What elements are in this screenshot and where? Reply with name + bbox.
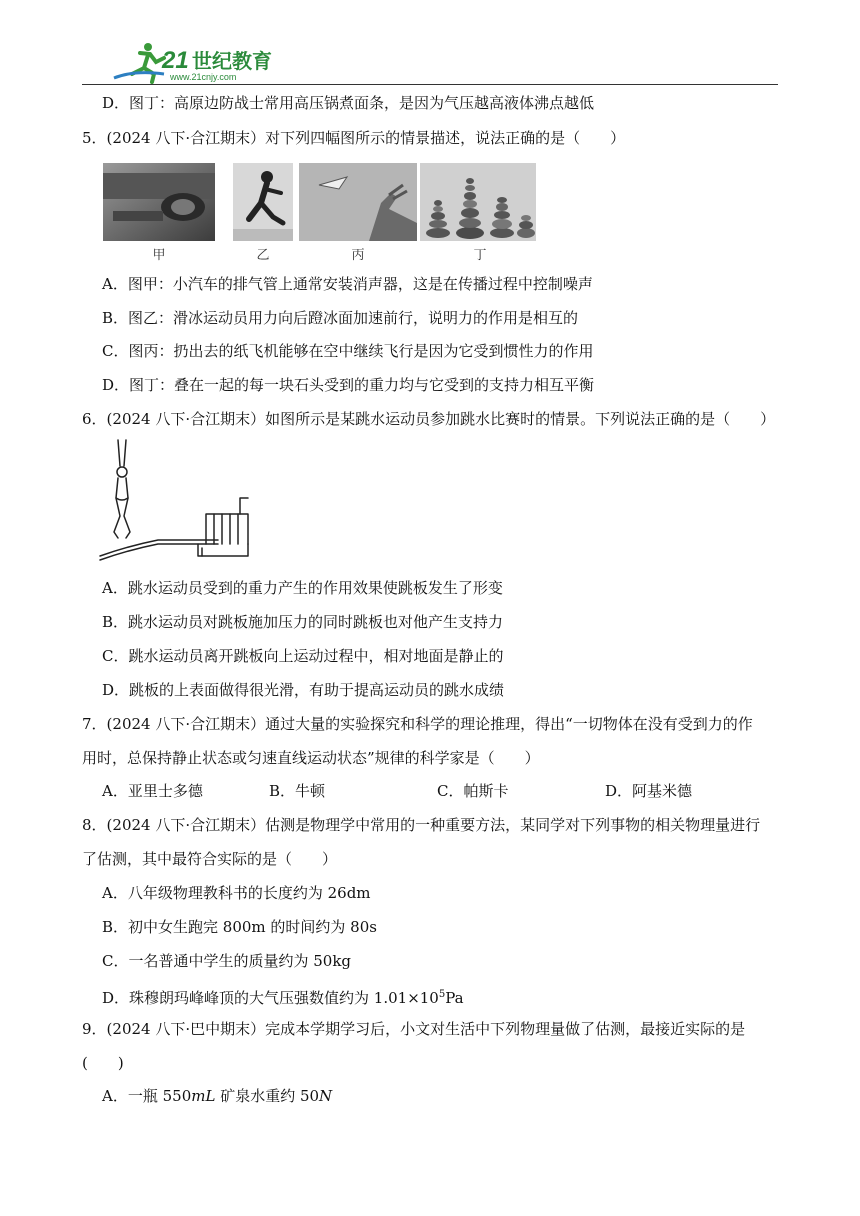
q5-option-a: A．图甲：小汽车的排气管上通常安装消声器，这是在传播过程中控制噪声	[102, 275, 593, 293]
q7-option-a: A．亚里士多德	[102, 782, 203, 800]
q7-stem-line2: 用时，总保持静止状态或匀速直线运动状态”规律的科学家是（ ）	[82, 749, 540, 767]
q9-stem-line1: 9．(2024 八下·巴中期末）完成本学期学习后，小文对生活中下列物理量做了估测，最接近实际的是	[82, 1020, 746, 1038]
q8-option-d-unit: Pa	[445, 989, 464, 1007]
photo-ding-stacked-stones	[420, 163, 536, 241]
q5-option-c: C．图丙：扔出去的纸飞机能够在空中继续飞行是因为它受到惯性力的作用	[102, 342, 594, 360]
caption-bing: 丙	[351, 248, 365, 263]
q5-option-d: D．图丁：叠在一起的每一块石头受到的重力均与它受到的支持力相互平衡	[102, 376, 595, 394]
photo-yi-speed-skater	[233, 163, 293, 241]
page-header	[0, 0, 860, 90]
q6-option-b: B．跳水运动员对跳板施加压力的同时跳板也对他产生支持力	[102, 613, 504, 631]
q8-option-c: C．一名普通中学生的质量约为 50kg	[102, 952, 352, 970]
q6-option-c: C．跳水运动员离开跳板向上运动过程中，相对地面是静止的	[102, 647, 504, 665]
q8-stem-line1: 8．(2024 八下·合江期末）估测是物理学中常用的一种重要方法，某同学对下列事物的相关物理量进行	[82, 816, 761, 834]
q4-option-d: D．图丁：高原边防战士常用高压锅煮面条，是因为气压越高液体沸点越低	[102, 94, 595, 112]
logo-21cnjy	[104, 40, 284, 84]
caption-yi: 乙	[256, 248, 270, 263]
q6-stem: 6．(2024 八下·合江期末）如图所示是某跳水运动员参加跳水比赛时的情景。下列说法正确的是（ ）	[82, 410, 776, 428]
q8-option-d-exponent: 5	[438, 989, 446, 1000]
caption-ding: 丁	[473, 248, 487, 263]
q9-option-a	[102, 1086, 332, 1106]
q6-option-d: D．跳板的上表面做得很光滑，有助于提高运动员的跳水成绩	[102, 681, 505, 699]
q9-option-a-unit-ml: mL	[191, 1087, 216, 1105]
q9-option-a-mid: 矿泉水重约 50	[215, 1087, 320, 1105]
q5-option-b: B．图乙：滑冰运动员用力向后蹬冰面加速前行，说明力的作用是相互的	[102, 309, 579, 327]
svg-text:21: 21	[162, 47, 189, 74]
photo-bing-paper-plane	[299, 163, 417, 241]
q8-option-b: B．初中女生跑完 800m 的时间约为 80s	[102, 918, 377, 936]
q7-option-d: D．阿基米德	[605, 782, 693, 800]
q9-option-a-unit-n: N	[319, 1087, 333, 1105]
q7-option-c: C．帕斯卡	[437, 782, 509, 800]
q8-option-d-text: D．珠穆朗玛峰峰顶的大气压强数值约为 1.01×10	[102, 989, 439, 1007]
q8-option-a: A．八年级物理教科书的长度约为 26dm	[102, 884, 371, 902]
q5-stem: 5．(2024 八下·合江期末）对下列四幅图所示的情景描述，说法正确的是（ ）	[82, 129, 626, 147]
photo-jia-car-exhaust	[103, 163, 215, 241]
q6-option-a: A．跳水运动员受到的重力产生的作用效果使跳板发生了形变	[102, 579, 503, 597]
q8-option-d	[102, 985, 464, 1008]
header-divider	[82, 84, 778, 85]
q9-option-a-text: A．一瓶 550	[102, 1087, 192, 1105]
svg-text:世纪教育: 世纪教育	[192, 49, 272, 73]
q9-stem-line2: ( )	[82, 1054, 124, 1072]
diagram-diver-springboard	[98, 436, 270, 562]
q7-option-b: B．牛顿	[269, 782, 326, 800]
q7-stem-line1: 7．(2024 八下·合江期末）通过大量的实验探究和科学的理论推理，得出“一切物体在没有受到力的作	[82, 715, 753, 733]
svg-text:www.21cnjy.com: www.21cnjy.com	[170, 72, 237, 82]
q8-stem-line2: 了估测，其中最符合实际的是（ ）	[82, 850, 338, 868]
caption-jia: 甲	[152, 248, 166, 263]
